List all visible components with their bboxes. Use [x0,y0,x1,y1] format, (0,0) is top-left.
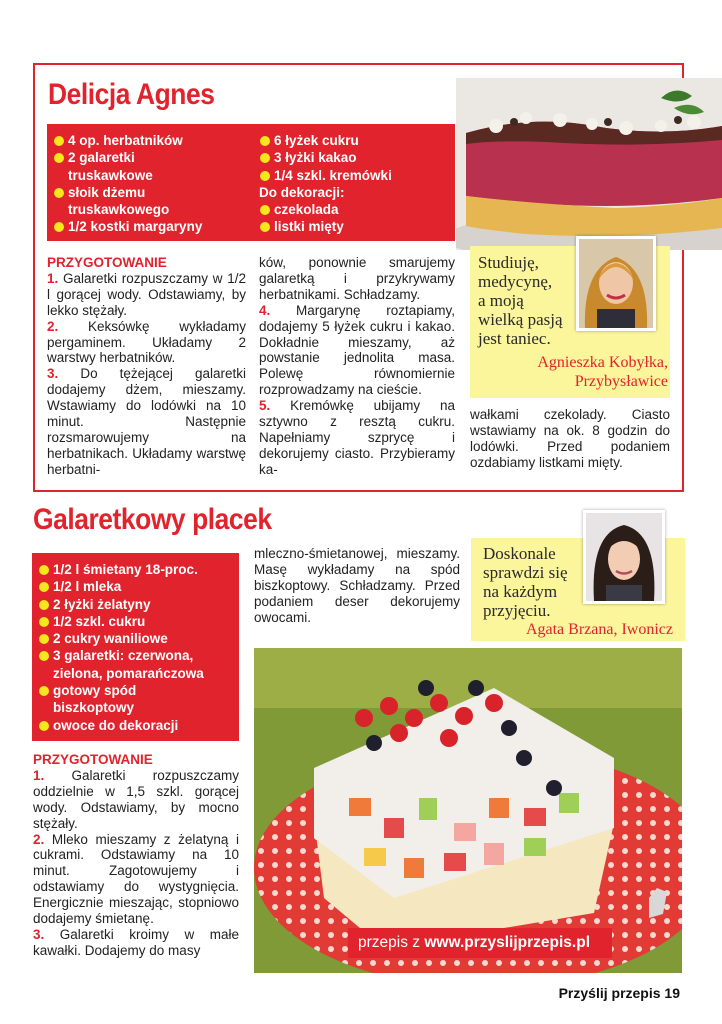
ingredients-box-galaretkowy [32,553,239,741]
portrait-agata-icon [586,513,662,601]
bullet-icon [260,171,270,181]
bullet-icon [260,205,270,215]
quote-box-agata: Doskonale sprawdzi się na każdym przyjęciu. Agata Brzana, Iwonicz [471,538,685,641]
bullet-icon [39,721,49,731]
quote-author: Agnieszka Kobyłka, Przybysławice [537,354,668,390]
avatar [583,510,665,604]
list-item: 1/2 kostki margaryny [53,218,202,235]
list-item: 1/2 l śmietany 18-proc. [38,561,239,578]
list-item: 4 op. herbatników [53,132,202,149]
recipe-title-delicja: Delicja Agnes [48,78,215,111]
list-item: czekolada [259,201,392,218]
list-item: biszkoptowy [53,700,135,716]
list-item: 1/2 l mleka [38,578,239,595]
quote-author: Agata Brzana, Iwonicz [525,621,673,638]
list-item: 2 łyżki żelatyny [38,596,239,613]
ingredients-box-delicja [47,124,455,241]
list-item: 2 cukry waniliowe [38,630,239,647]
quote-box-agnieszka: Studiuję, medycynę, a moją wielką pasją jest taniec. Agnieszka Kobyłka, Przybysławice [470,246,670,398]
bullet-icon [39,565,49,575]
bullet-icon [39,617,49,627]
section-heading: PRZYGOTOWANIE [47,255,167,270]
list-item: truskawkowego [68,202,170,218]
list-item: owoce do dekoracji [38,717,239,734]
list-item: listki mięty [259,218,392,235]
bullet-icon [54,188,64,198]
instructions-col1-galaretkowy: PRZYGOTOWANIE 1. Galaretki rozpuszczamy oddzielnie w 1,5 szkl. gorącej wody. Odstawiamy, by mocno stężały. 2. Mleko mieszamy z żelatyną i cukrami. Odstawiamy na 10 minut. Zagotowujemy i odstawiamy do wystygnięcia. Energicznie mieszając, stopniowo dodajemy śmietanę. 3. Galaretki kroimy w małe kawałki. Dodajemy do masy [33,752,239,958]
instructions-col2-galaretkowy: mleczno-śmietanowej, mieszamy. Masę wykładamy na spód biszkoptowy. Schładzamy. Przed podaniem deser dekorujemy owocami. [254,546,460,625]
bullet-icon [39,686,49,696]
page-footer: Przyślij przepis 19 [558,985,680,1001]
portrait-agnieszka-icon [579,239,653,328]
list-item: słoik dżemu [53,184,202,201]
bullet-icon [260,222,270,232]
bullet-icon [54,153,64,163]
list-item: gotowy spód [38,682,239,699]
list-item: 3 łyżki kakao [259,149,392,166]
list-item: zielona, pomarańczowa [53,665,204,681]
avatar [576,236,656,331]
instructions-col3-delicja: wałkami czekolady. Ciasto wstawiamy na ok. 8 godzin do lodówki. Przed podaniem ozdabiamy listkami mięty. [470,407,670,470]
bullet-icon [260,153,270,163]
list-item: Do dekoracji: [259,184,345,200]
instructions-col1-delicja: PRZYGOTOWANIE 1. Galaretki rozpuszczamy w 1/2 l gorącej wody. Odstawiamy, by lekko stężały. 2. Keksówkę wykładamy pergaminem. Układamy 2 warstwy herbatników. 3. Do tężejącej galaretki dodajemy dżem, mieszamy. Wstawiamy do lodówki na 10 minut. Następnie rozsmarowujemy na herbatnikach. Układamy warstwę herbatni- [47,255,246,477]
bullet-icon [260,136,270,146]
bullet-icon [39,651,49,661]
section-heading: PRZYGOTOWANIE [33,752,153,767]
ingredients-list [38,561,239,734]
website-link[interactable]: www.przyslijprzepis.pl [424,934,590,951]
jelly-cake-illustration [254,648,682,973]
bullet-icon [39,600,49,610]
list-item: 2 galaretki [53,149,202,166]
ingredients-list-right [259,132,392,236]
website-banner: przepis z www.przyslijprzepis.pl [348,928,612,958]
bullet-icon [54,136,64,146]
list-item: 1/2 szkl. cukru [38,613,239,630]
bullet-icon [39,634,49,644]
list-item: 6 łyżek cukru [259,132,392,149]
ingredients-list-left [53,132,202,236]
cake-photo-delicja [456,78,722,250]
bullet-icon [39,582,49,592]
cake-illustration [456,78,722,250]
list-item: 1/4 szkl. kremówki [259,167,392,184]
bullet-icon [54,222,64,232]
recipe-title-galaretkowy: Galaretkowy placek [33,503,272,536]
list-item: truskawkowe [68,167,153,183]
list-item: 3 galaretki: czerwona, [38,647,239,664]
cake-photo-galaretkowy [254,648,682,973]
instructions-col2-delicja: ków, ponownie smarujemy galaretką i przykrywamy herbatnikami. Schładzamy. 4. Margarynę roztapiamy, dodajemy 5 łyżek cukru i kakao. Dokładnie mieszamy, aż powstanie jednolita masa. Polewę równomiernie rozprowadzamy na cieście. 5. Kremówkę ubijamy na sztywno z resztą cukru. Napełniamy szprycę i dekorujemy ciasto. Przybieramy ka- [259,255,455,477]
